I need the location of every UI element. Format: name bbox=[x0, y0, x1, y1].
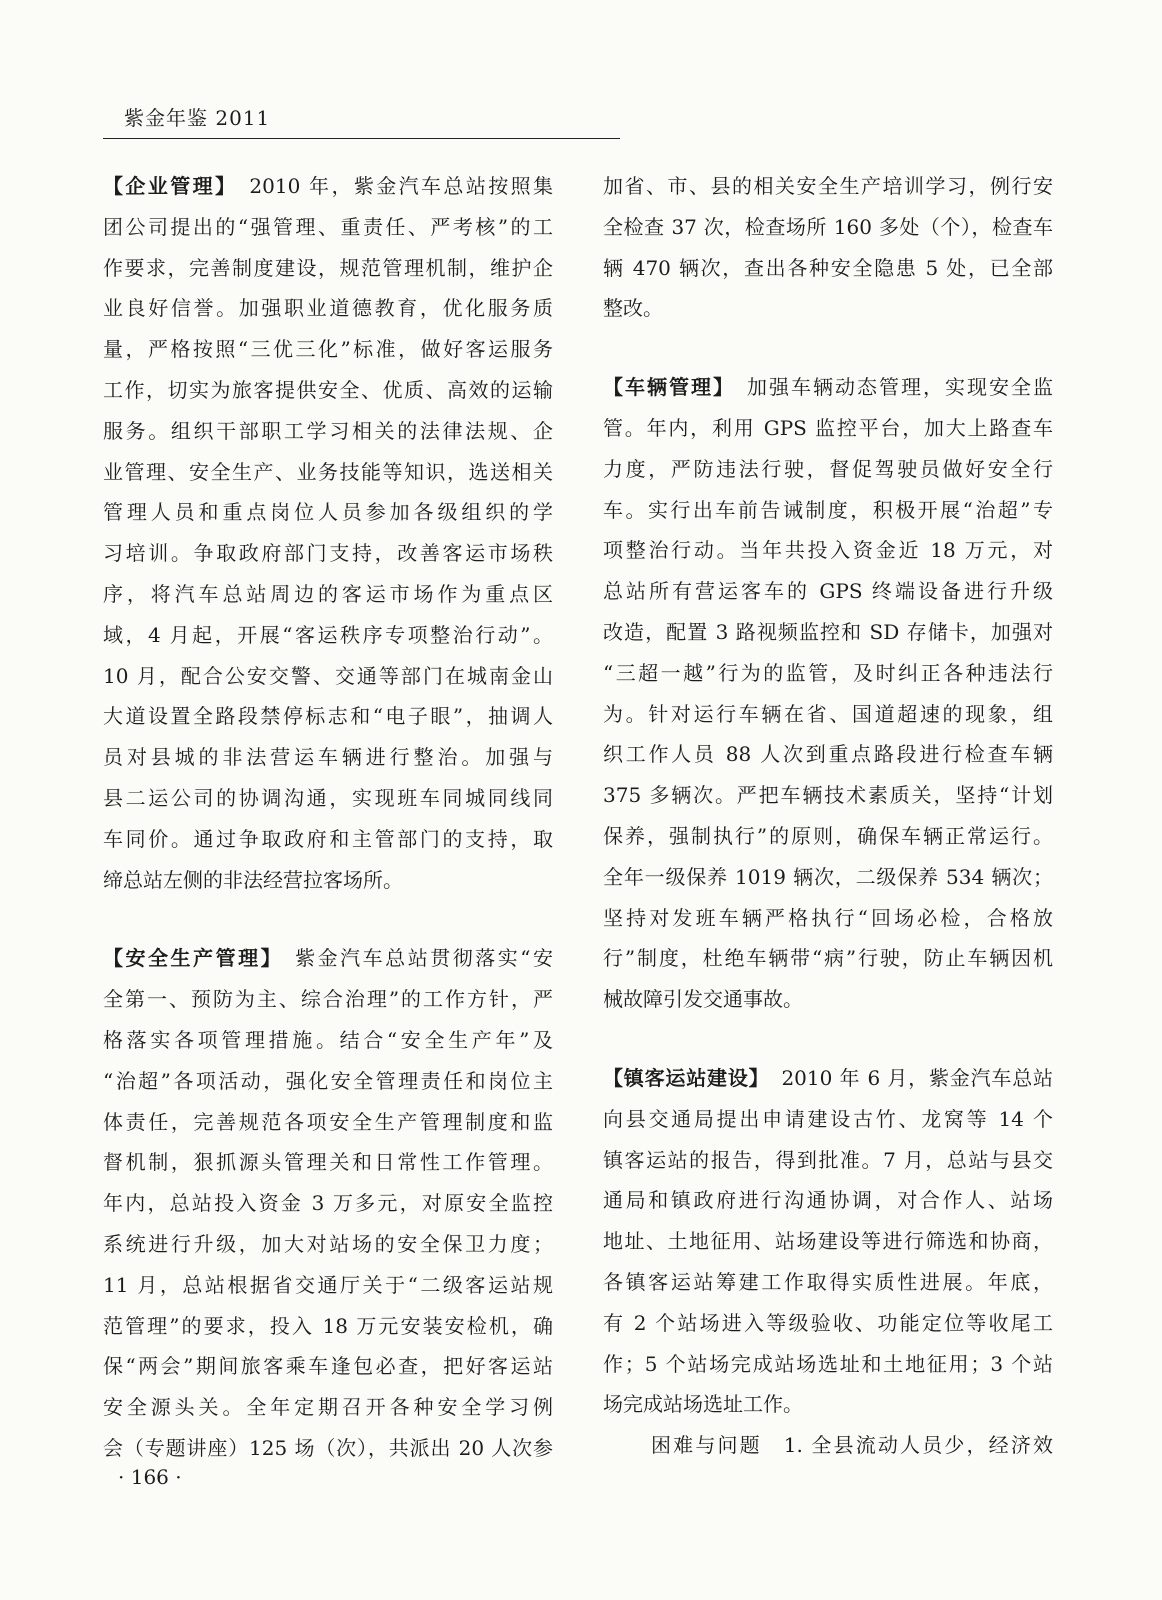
paragraph-line: 序，将汽车总站周边的客运市场作为重点区 bbox=[103, 581, 553, 606]
paragraph-line: “治超”各项活动，强化安全管理责任和岗位主 bbox=[103, 1068, 553, 1093]
paragraph-line: 员对县城的非法营运车辆进行整治。加强与 bbox=[103, 745, 553, 770]
paragraph-line: 大道设置全路段禁停标志和“电子眼”，抽调人 bbox=[103, 704, 553, 729]
paragraph-line: 安全源头关。全年定期召开各种安全学习例 bbox=[103, 1395, 553, 1420]
paragraph-line: 保养，强制执行”的原则，确保车辆正常运行。 bbox=[603, 823, 1053, 848]
paragraph-line: 镇客运站的报告，得到批准。7 月，总站与县交 bbox=[603, 1147, 1053, 1172]
paragraph-line: 业良好信誉。加强职业道德教育，优化服务质 bbox=[103, 296, 553, 321]
paragraph-line: 织工作人员 88 人次到重点路段进行检查车辆 bbox=[603, 742, 1053, 767]
paragraph-line: 量，严格按照“三优三化”标准，做好客运服务 bbox=[103, 337, 553, 362]
paragraph-line: 全检查 37 次，检查场所 160 多处（个），检查车 bbox=[603, 214, 1053, 239]
paragraph-line: 业管理、安全生产、业务技能等知识，选送相关 bbox=[103, 459, 553, 484]
section-vehicle-management bbox=[603, 367, 1053, 1020]
paragraph-line: 场完成站场选址工作。 bbox=[603, 1392, 803, 1417]
section-heading: 【镇客运站建设】 bbox=[603, 1065, 770, 1090]
right-column bbox=[603, 166, 1053, 1466]
paragraph-line: 系统进行升级，加大对站场的安全保卫力度； bbox=[103, 1231, 553, 1256]
paragraph-line: 为。针对运行车辆在省、国道超速的现象，组 bbox=[603, 701, 1053, 726]
paragraph-line: 全第一、预防为主、综合治理”的工作方针，严 bbox=[103, 987, 553, 1012]
paragraph-line bbox=[103, 166, 553, 207]
paragraph-line: 车同价。通过争取政府和主管部门的支持，取 bbox=[103, 826, 553, 851]
difficulties-text: 1. 全县流动人员少，经济效 bbox=[783, 1433, 1053, 1458]
paragraph-line: 坚持对发班车辆严格执行“回场必检，合格放 bbox=[603, 905, 1053, 930]
paragraph-line: 年内，总站投入资金 3 万多元，对原安全监控 bbox=[103, 1191, 553, 1216]
paragraph-line: 改造，配置 3 路视频监控和 SD 存储卡，加强对 bbox=[603, 619, 1053, 644]
page-number: · 166 · bbox=[118, 1465, 182, 1489]
section-heading: 【车辆管理】 bbox=[603, 375, 735, 400]
paragraph-line: 11 月，总站根据省交通厅关于“二级客运站规 bbox=[103, 1272, 553, 1297]
paragraph-line: 服务。组织干部职工学习相关的法律法规、企 bbox=[103, 418, 553, 443]
section-gap bbox=[603, 1020, 1053, 1058]
paragraph-line bbox=[603, 1058, 1053, 1099]
line-text: 2010 年，紫金汽车总站按照集 bbox=[249, 174, 553, 198]
paragraph-line: “三超一越”行为的监管，及时纠正各种违法行 bbox=[603, 660, 1053, 685]
line-text: 2010 年 6 月，紫金汽车总站 bbox=[781, 1065, 1053, 1090]
section-enterprise-management bbox=[103, 166, 553, 900]
paragraph-line: 团公司提出的“强管理、重责任、严考核”的工 bbox=[103, 214, 553, 239]
paragraph-line: 375 多辆次。严把车辆技术素质关，坚持“计划 bbox=[603, 783, 1053, 808]
paragraph-line: 向县交通局提出申请建设古竹、龙窝等 14 个 bbox=[603, 1106, 1053, 1131]
paragraph-line bbox=[103, 938, 553, 979]
paragraph-line: 管理人员和重点岗位人员参加各级组织的学 bbox=[103, 500, 553, 525]
paragraph-line: 管。年内，利用 GPS 监控平台，加大上路查车 bbox=[603, 415, 1053, 440]
paragraph-line: 体责任，完善规范各项安全生产管理制度和监 bbox=[103, 1109, 553, 1134]
difficulties-line bbox=[603, 1425, 1053, 1466]
paragraph-line: 工作，切实为旅客提供安全、优质、高效的运输 bbox=[103, 377, 553, 402]
paragraph-line: 缔总站左侧的非法经营拉客场所。 bbox=[103, 867, 403, 892]
paragraph-line bbox=[603, 367, 1053, 408]
paragraph-line: 行”制度，杜绝车辆带“病”行驶，防止车辆因机 bbox=[603, 946, 1053, 971]
paragraph-line: 车。实行出车前告诫制度，积极开展“治超”专 bbox=[603, 497, 1053, 522]
paragraph-line: 项整治行动。当年共投入资金近 18 万元，对 bbox=[603, 538, 1053, 563]
line-text: 紫金汽车总站贯彻落实“安 bbox=[295, 946, 553, 971]
paragraph-line: 会（专题讲座）125 场（次），共派出 20 人次参 bbox=[103, 1435, 553, 1460]
section-heading: 【安全生产管理】 bbox=[103, 946, 284, 971]
paragraph-line: 域，4 月起，开展“客运秩序专项整治行动”。 bbox=[103, 622, 553, 647]
section-gap bbox=[103, 900, 553, 938]
paragraph-line: 范管理”的要求，投入 18 万元安装安检机，确 bbox=[103, 1313, 553, 1338]
header-rule bbox=[103, 138, 620, 139]
paragraph-line: 10 月，配合公安交警、交通等部门在城南金山 bbox=[103, 663, 553, 688]
section-gap bbox=[603, 329, 1053, 367]
left-column bbox=[103, 166, 553, 1469]
paragraph-line: 整改。 bbox=[603, 296, 663, 321]
paragraph-line: 力度，严防违法行驶，督促驾驶员做好安全行 bbox=[603, 456, 1053, 481]
paragraph-line: 作；5 个站场完成站场选址和土地征用；3 个站 bbox=[603, 1351, 1053, 1376]
paragraph-line: 总站所有营运客车的 GPS 终端设备进行升级 bbox=[603, 579, 1053, 604]
paragraph-line: 各镇客运站筹建工作取得实质性进展。年底， bbox=[603, 1269, 1053, 1294]
paragraph-line: 全年一级保养 1019 辆次，二级保养 534 辆次； bbox=[603, 864, 1053, 889]
section-town-station-construction bbox=[603, 1058, 1053, 1425]
paragraph-line: 地址、土地征用、站场建设等进行筛选和协商， bbox=[603, 1229, 1053, 1254]
paragraph-line: 县二运公司的协调沟通，实现班车同城同线同 bbox=[103, 785, 553, 810]
difficulties-heading: 困难与问题 bbox=[651, 1433, 762, 1458]
paragraph-line: 习培训。争取政府部门支持，改善客运市场秩 bbox=[103, 541, 553, 566]
section-heading: 【企业管理】 bbox=[103, 174, 238, 198]
paragraph-line: 有 2 个站场进入等级验收、功能定位等收尾工 bbox=[603, 1310, 1053, 1335]
paragraph-line: 督机制，狠抓源头管理关和日常性工作管理。 bbox=[103, 1150, 553, 1175]
paragraph-line: 械故障引发交通事故。 bbox=[603, 987, 803, 1012]
section-safety-management-continued bbox=[603, 166, 1053, 329]
paragraph-line: 加省、市、县的相关安全生产培训学习，例行安 bbox=[603, 174, 1053, 198]
paragraph-line: 格落实各项管理措施。结合“安全生产年”及 bbox=[103, 1027, 553, 1052]
paragraph-line: 通局和镇政府进行沟通协调，对合作人、站场 bbox=[603, 1188, 1053, 1213]
section-safety-management bbox=[103, 938, 553, 1468]
paragraph-line: 作要求，完善制度建设，规范管理机制，维护企 bbox=[103, 255, 553, 280]
paragraph-line: 辆 470 辆次，查出各种安全隐患 5 处，已全部 bbox=[603, 255, 1053, 280]
paragraph-line: 保“两会”期间旅客乘车逢包必查，把好客运站 bbox=[103, 1354, 553, 1379]
line-text: 加强车辆动态管理，实现安全监 bbox=[747, 375, 1053, 400]
running-header: 紫金年鉴 2011 bbox=[124, 106, 271, 130]
